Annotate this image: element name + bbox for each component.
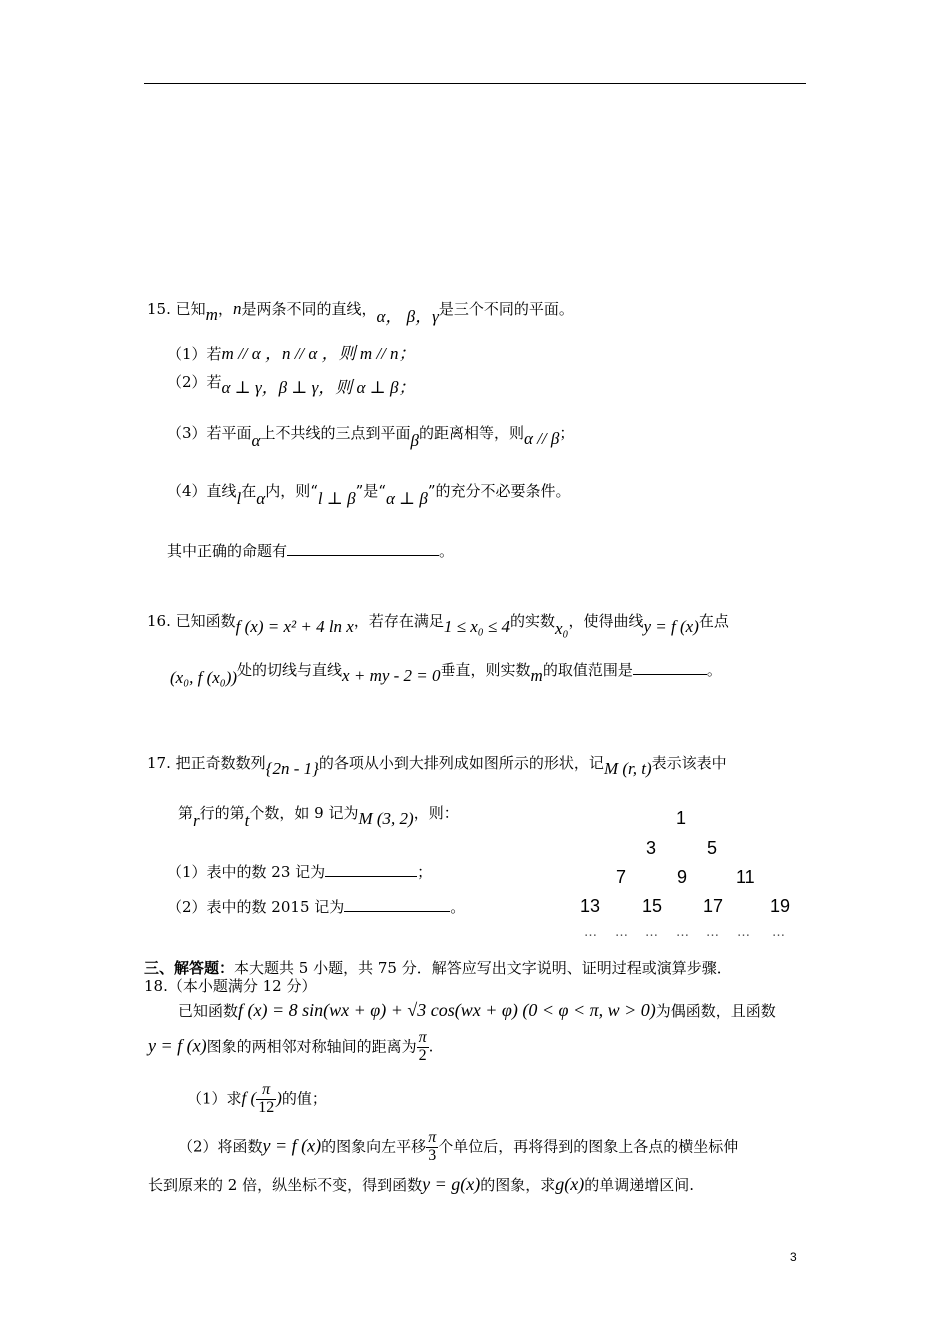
triangle-cell: 9 xyxy=(677,867,688,887)
q15-question: 其中正确的命题有 。 xyxy=(167,542,455,560)
triangle-cell: 3 xyxy=(646,838,657,858)
q16-number: 16. xyxy=(147,612,171,630)
q17-answer-blank-1[interactable] xyxy=(325,862,417,877)
q18-line-1: 已知函数f (x) = 8 sin(wx + φ) + √3 cos(wx + φ) (0 < φ < π, w > 0)为偶函数，且函数 xyxy=(178,1000,776,1020)
ellipsis: … xyxy=(676,925,689,940)
fraction-pi-over-3: $\frac{\pi}{3}$ xyxy=(428,1129,437,1164)
header-rule xyxy=(144,83,806,84)
q17-sub-2: （2）表中的数 2015 记为 。 xyxy=(167,898,466,916)
q15-statement-4: （4）直线l在α内，则“l ⊥ β”是“α ⊥ β”的充分不必要条件。 xyxy=(167,482,571,508)
fraction-pi-over-12: $\frac{\pi}{12}$ xyxy=(258,1081,275,1116)
triangle-cell: 17 xyxy=(703,896,724,916)
triangle-cell: 11 xyxy=(736,867,755,887)
q18-sub-2-line-2: 长到原来的 2 倍，纵坐标不变，得到函数y = g(x)的图象，求g(x)的单调递增区间. xyxy=(148,1174,694,1194)
q18-sub-1: （1）求f ( $\frac{\pi}{12}$ )的值； xyxy=(187,1081,327,1116)
q16-answer-blank[interactable] xyxy=(633,660,707,675)
q17-answer-blank-2[interactable] xyxy=(344,897,450,912)
ellipsis: … xyxy=(584,925,597,940)
section-3-heading: 三、解答题：本大题共 5 小题，共 75 分．解答应写出文字说明、证明过程或演算步骤． xyxy=(144,959,732,977)
q15-statement-3: （3）若平面α上不共线的三点到平面β的距离相等，则α // β； xyxy=(167,424,575,450)
triangle-cell: 5 xyxy=(707,838,718,858)
triangle-cell: 7 xyxy=(616,867,627,887)
fraction-pi-over-2: $\frac{\pi}{2}$ xyxy=(418,1029,427,1064)
q15-statement-2: （2）若α ⊥ γ，β ⊥ γ，则 α ⊥ β； xyxy=(167,373,416,397)
q17-number: 17. xyxy=(147,754,171,772)
ellipsis: … xyxy=(615,925,628,940)
triangle-cell: 19 xyxy=(770,896,791,916)
q15-number: 15. xyxy=(147,300,171,318)
q18-header: 18.（本小题满分 12 分） xyxy=(144,977,317,995)
triangle-cell: 13 xyxy=(580,896,601,916)
page-number: 3 xyxy=(790,1250,797,1264)
q17-line-2: 第r行的第t个数，如 9 记为M (3, 2)，则： xyxy=(178,804,459,830)
q16-line-1: 16. 已知函数f (x) = x² + 4 ln x，若存在满足1 ≤ x₀ ≤ 4的实数x₀，使得曲线y = f (x)在点 xyxy=(147,612,729,638)
triangle-cell: 1 xyxy=(676,808,687,828)
q18-line-2: y = f (x)图象的两相邻对称轴间的距离为 $\frac{\pi}{2}$ . xyxy=(148,1029,434,1064)
ellipsis: … xyxy=(737,925,750,940)
q18-sub-2-line-1: （2）将函数y = f (x)的图象向左平移 $\frac{\pi}{3}$ 个单位后，再将得到的图象上各点的横坐标伸 xyxy=(178,1129,739,1164)
q18-number: 18. xyxy=(144,977,168,995)
q15-statement-1: （1）若m // α ，n // α ，则 m // n； xyxy=(167,344,416,363)
ellipsis: … xyxy=(645,925,658,940)
q15-stem: 15. 已知m，n是两条不同的直线，α， β，γ是三个不同的平面。 xyxy=(147,299,574,326)
triangle-cell: 15 xyxy=(642,896,663,916)
q17-sub-1: （1）表中的数 23 记为 ； xyxy=(167,863,433,881)
ellipsis: … xyxy=(706,925,719,940)
q17-line-1: 17. 把正奇数数列{2n - 1}的各项从小到大排列成如图所示的形状，记M (r, t)表示该表中 xyxy=(147,754,727,778)
ellipsis: … xyxy=(772,925,785,940)
q15-answer-blank[interactable] xyxy=(287,541,439,556)
q16-line-2: (x₀, f (x₀))处的切线与直线x + my - 2 = 0垂直，则实数m的取值范围是 。 xyxy=(170,661,722,687)
